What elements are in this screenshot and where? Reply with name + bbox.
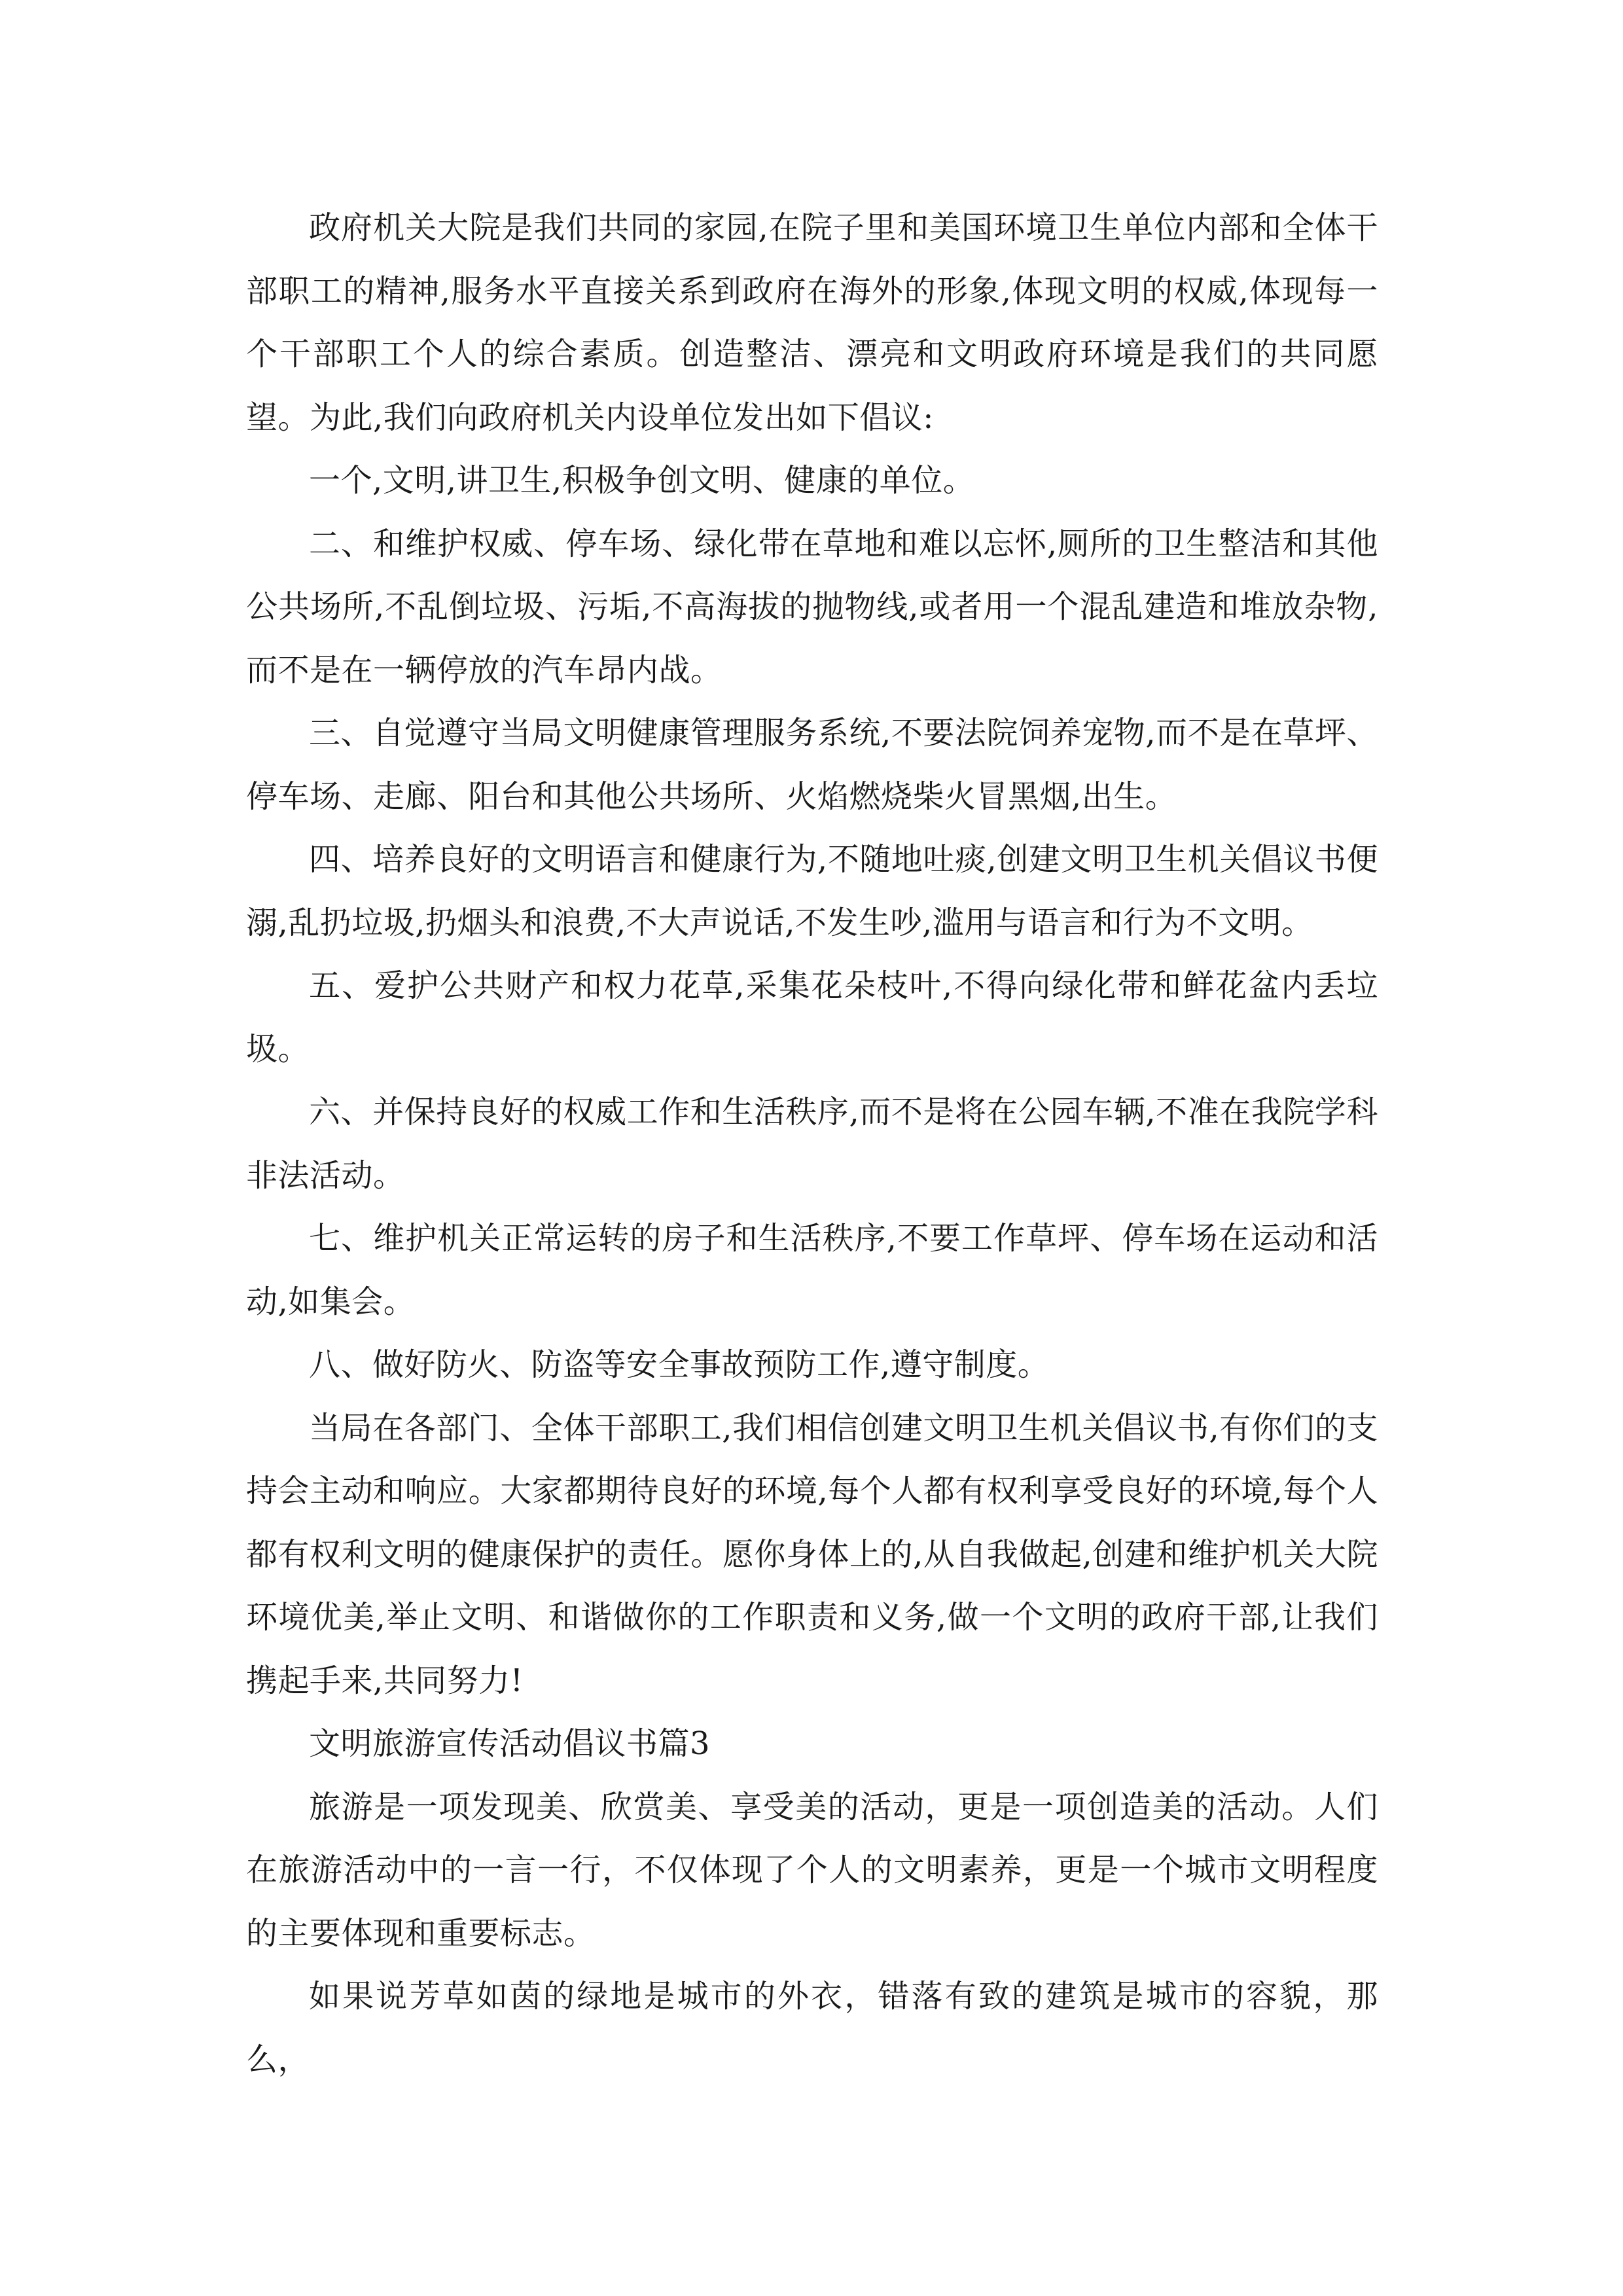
paragraph-item-8: 八、做好防火、防盗等安全事故预防工作,遵守制度。 — [309, 1346, 1050, 1383]
section-heading: 文明旅游宣传活动倡议书篇3 — [309, 1725, 711, 1762]
paragraph-tourism-continued: 如果说芳草如茵的绿地是城市的外衣，错落有致的建筑是城市的容貌，那么， — [246, 1978, 1378, 2078]
paragraph-closing: 当局在各部门、全体干部职工,我们相信创建文明卫生机关倡议书,有你们的支持会主动和响应。大家都期待良好的环境,每个人都有权利享受良好的环境,每个人都有权利文明的健康保护的责任。愿你身体上的,从自我做起,创建和维护机关大院环境优美,举止文明、和谐做你的工作职责和义务,做一个文明的政府干部,让我们携起手来,共同努力! — [246, 1409, 1378, 1699]
paragraph-item-2: 二、和维护权威、停车场、绿化带在草地和难以忘怀,厕所的卫生整洁和其他公共场所,不乱倒垃圾、污垢,不高海拔的抛物线,或者用一个混乱建造和堆放杂物,而不是在一辆停放的汽车昂内战。 — [246, 525, 1378, 689]
paragraph-item-4: 四、培养良好的文明语言和健康行为,不随地吐痰,创建文明卫生机关倡议书便溺,乱扔垃圾,扔烟头和浪费,不大声说话,不发生吵,滥用与语言和行为不文明。 — [246, 841, 1378, 941]
paragraph-intro: 政府机关大院是我们共同的家园,在院子里和美国环境卫生单位内部和全体干部职工的精神,服务水平直接关系到政府在海外的形象,体现文明的权威,体现每一个干部职工个人的综合素质。创造整洁、漂亮和文明政府环境是我们的共同愿望。为此,我们向政府机关内设单位发出如下倡议: — [246, 209, 1378, 436]
paragraph-tourism-intro: 旅游是一项发现美、欣赏美、享受美的活动，更是一项创造美的活动。人们在旅游活动中的一言一行，不仅体现了个人的文明素养，更是一个城市文明程度的主要体现和重要标志。 — [246, 1788, 1378, 1952]
paragraph-item-3: 三、自觉遵守当局文明健康管理服务系统,不要法院饲养宠物,而不是在草坪、停车场、走廊、阳台和其他公共场所、火焰燃烧柴火冒黑烟,出生。 — [246, 715, 1378, 815]
paragraph-item-7: 七、维护机关正常运转的房子和生活秩序,不要工作草坪、停车场在运动和活动,如集会。 — [246, 1220, 1378, 1320]
paragraph-item-5: 五、爱护公共财产和权力花草,采集花朵枝叶,不得向绿化带和鲜花盆内丢垃圾。 — [246, 967, 1378, 1067]
paragraph-item-6: 六、并保持良好的权威工作和生活秩序,而不是将在公园车辆,不准在我院学科非法活动。 — [246, 1094, 1378, 1194]
document-page — [246, 196, 1378, 2091]
paragraph-item-1: 一个,文明,讲卫生,积极争创文明、健康的单位。 — [309, 462, 975, 499]
